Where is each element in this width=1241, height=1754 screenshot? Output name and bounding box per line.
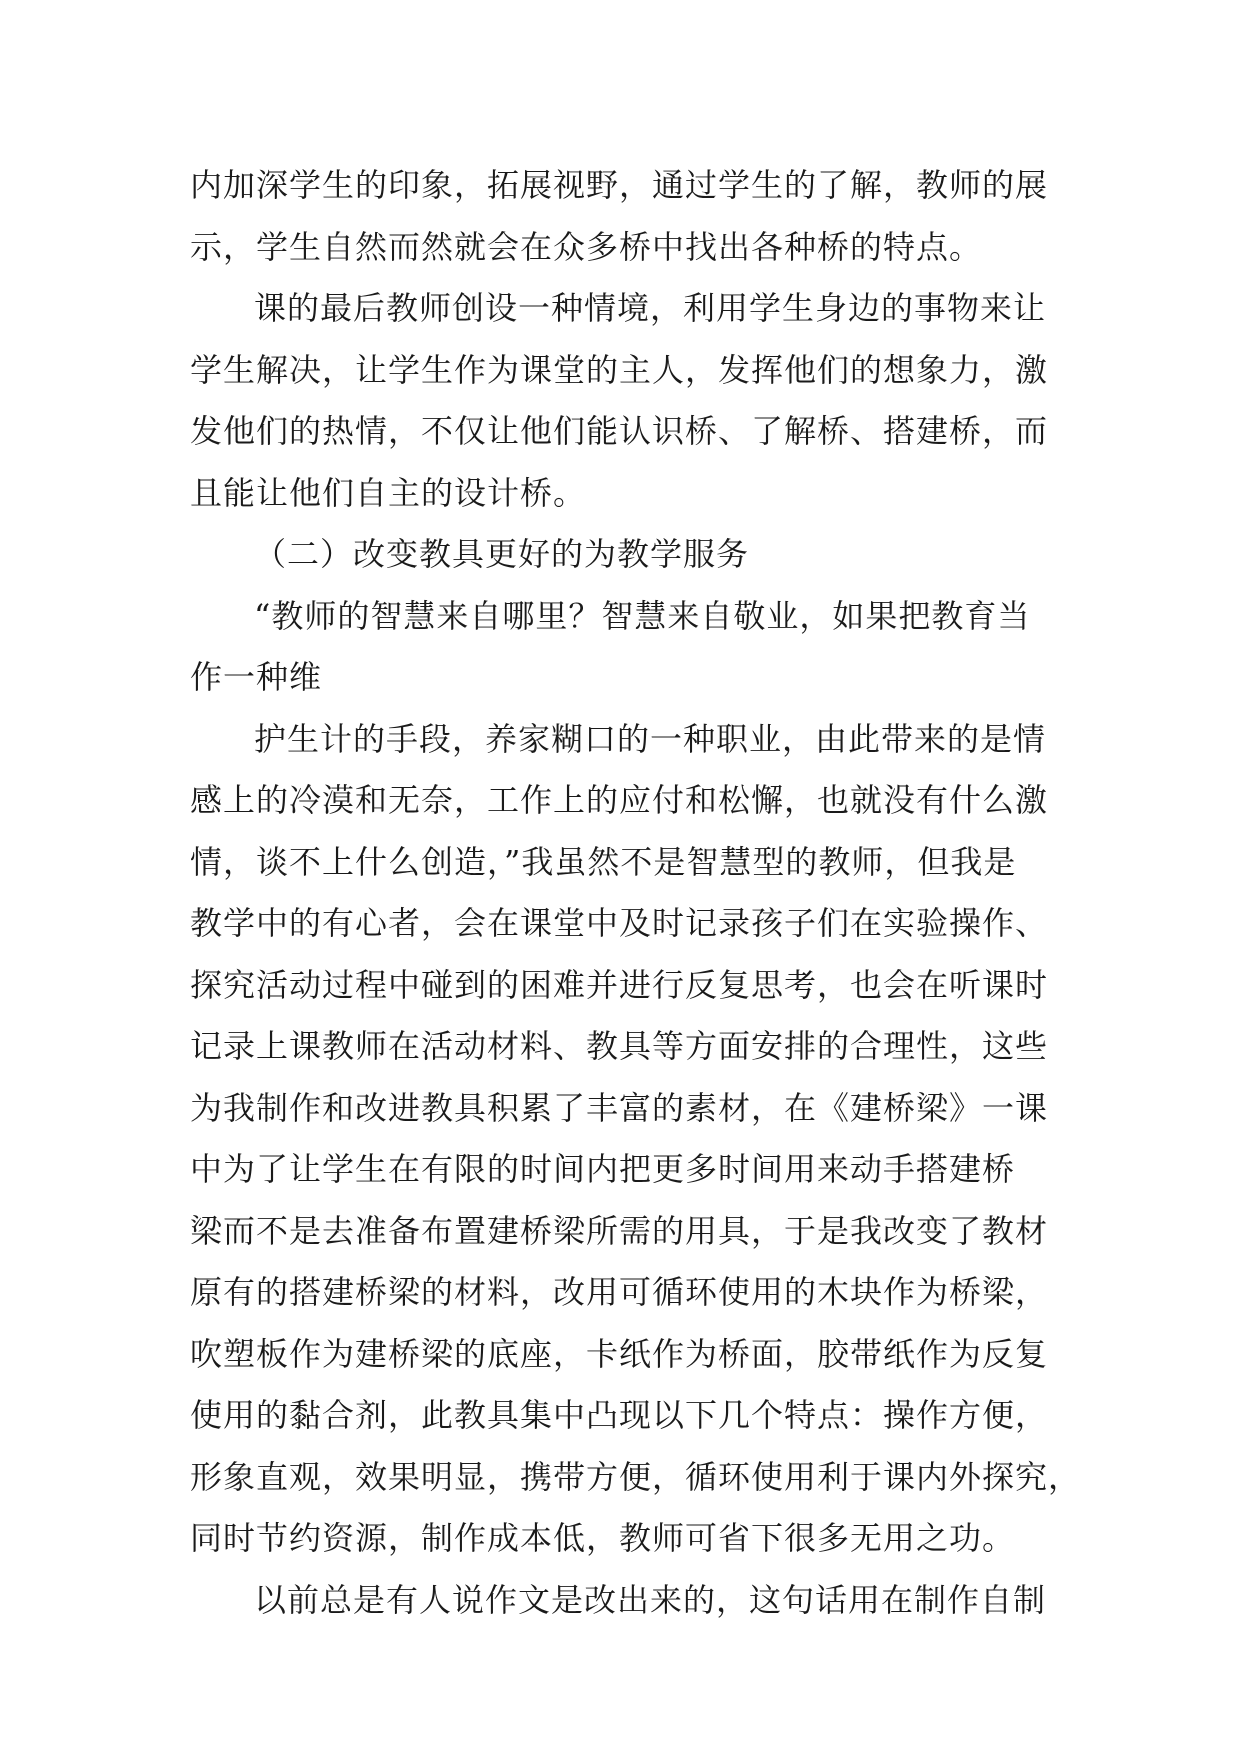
text-line: 感上的冷漠和无奈，工作上的应付和松懈，也就没有什么激 xyxy=(190,781,1049,819)
text-line: 作一种维 xyxy=(190,658,323,696)
text-line: 护生计的手段，养家糊口的一种职业，由此带来的是情 xyxy=(254,719,1047,758)
text-line: 使用的黏合剂，此教具集中凸现以下几个特点：操作方便， xyxy=(190,1396,1049,1434)
text-line: 记录上课教师在活动材料、教具等方面安排的合理性，这些 xyxy=(190,1027,1049,1065)
text-line: 课的最后教师创设一种情境，利用学生身边的事物来让 xyxy=(254,289,1047,327)
text-line: 同时节约资源，制作成本低，教师可省下很多无用之功。 xyxy=(190,1519,1016,1557)
body-text xyxy=(190,155,1082,1631)
text-line: 发他们的热情，不仅让他们能认识桥、了解桥、搭建桥，而 xyxy=(190,412,1049,450)
text-line: 吹塑板作为建桥梁的底座，卡纸作为桥面，胶带纸作为反复 xyxy=(190,1334,1049,1373)
text-line: 内加深学生的印象，拓展视野，通过学生的了解，教师的展 xyxy=(190,166,1049,204)
text-line: 情，谈不上什么创造，”我虽然不是智慧型的教师，但我是 xyxy=(190,842,1017,881)
text-line: 为我制作和改进教具积累了丰富的素材，在《建桥梁》一课 xyxy=(190,1088,1049,1127)
text-line: “教师的智慧来自哪里？智慧来自敬业，如果把教育当 xyxy=(254,596,1031,635)
text-line: 教学中的有心者，会在课堂中及时记录孩子们在实验操作、 xyxy=(190,904,1049,942)
text-line: 中为了让学生在有限的时间内把更多时间用来动手搭建桥 xyxy=(190,1150,1016,1188)
text-line: 原有的搭建桥梁的材料，改用可循环使用的木块作为桥梁， xyxy=(190,1273,1049,1311)
text-line: 示，学生自然而然就会在众多桥中找出各种桥的特点。 xyxy=(190,227,983,266)
text-line: 形象直观，效果明显，携带方便，循环使用利于课内外探究， xyxy=(190,1457,1082,1496)
section-heading: （二）改变教具更好的为教学服务 xyxy=(254,535,750,573)
text-line: 探究活动过程中碰到的困难并进行反复思考，也会在听课时 xyxy=(190,965,1049,1004)
text-line: 以前总是有人说作文是改出来的，这句话用在制作自制 xyxy=(254,1580,1047,1619)
text-line: 且能让他们自主的设计桥。 xyxy=(190,473,587,512)
text-line: 学生解决，让学生作为课堂的主人，发挥他们的想象力，激 xyxy=(190,350,1049,389)
text-line: 梁而不是去准备布置建桥梁所需的用具，于是我改变了教材 xyxy=(190,1211,1049,1250)
